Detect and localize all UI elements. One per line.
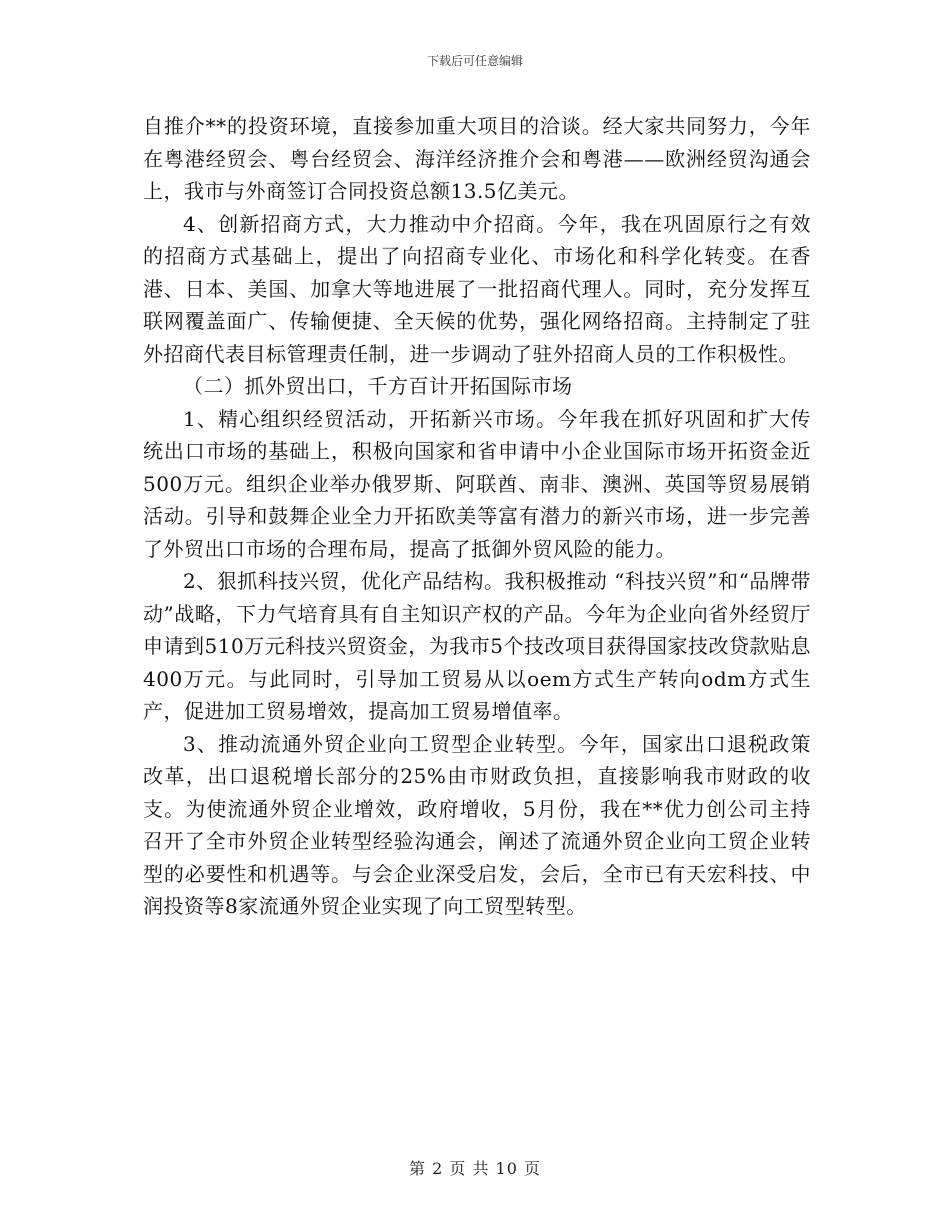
page-header: 下载后可任意编辑 [426,54,523,68]
paragraph-item-3: 3、推动流通外贸企业向工贸型企业转型。今年，国家出口退税政策改革，出口退税增长部分的25%由市财政负担，直接影响我市财政的收支。为使流通外贸企业增效，政府增收，5月份，我在**优力创公司主持召开了全市外贸企业转型经验沟通会，阐述了流通外贸企业向工贸企业转型的必要性和机遇等。与会企业深受启发，会后，全市已有天宏科技、中润投资等8家流通外贸企业实现了向工贸型转型。 [143,731,811,918]
document-body [143,110,811,923]
paragraph-continuation: 自推介**的投资环境，直接参加重大项目的洽谈。经大家共同努力，今年在粤港经贸会、粤台经贸会、海洋经济推介会和粤港——欧洲经贸沟通会上，我市与外商签订合同投资总额13.5亿美元。 [143,114,811,203]
paragraph-item-1: 1、精心组织经贸活动，开拓新兴市场。今年我在抓好巩固和扩大传统出口市场的基础上，积极向国家和省申请中小企业国际市场开拓资金近500万元。组织企业举办俄罗斯、阿联酋、南非、澳洲、英国等贸易展销活动。引导和鼓舞企业全力开拓欧美等富有潜力的新兴市场，进一步完善了外贸出口市场的合理布局，提高了抵御外贸风险的能力。 [143,406,811,561]
paragraph-item-4: 4、创新招商方式，大力推动中介招商。今年，我在巩固原行之有效的招商方式基础上，提出了向招商专业化、市场化和科学化转变。在香港、日本、美国、加拿大等地进展了一批招商代理人。同时，充分发挥互联网覆盖面广、传输便捷、全天候的优势，强化网络招商。主持制定了驻外招商代表目标管理责任制，进一步调动了驻外招商人员的工作积极性。 [143,211,811,366]
section-heading-2: （二）抓外贸出口，千方百计开拓国际市场 [183,374,573,398]
paragraph-item-2: 2、狠抓科技兴贸，优化产品结构。我积极推动 “科技兴贸”和“品牌带动”战略，下力气培育具有自主知识产权的产品。今年为企业向省外经贸厅申请到510万元科技兴贸资金，为我市5个技改项目获得国家技改贷款贴息400万元。与此同时，引导加工贸易从以oem方式生产转向odm方式生产，促进加工贸易增效，提高加工贸易增值率。 [143,569,811,723]
page-number: 第 2 页 共 10 页 [409,1159,541,1178]
